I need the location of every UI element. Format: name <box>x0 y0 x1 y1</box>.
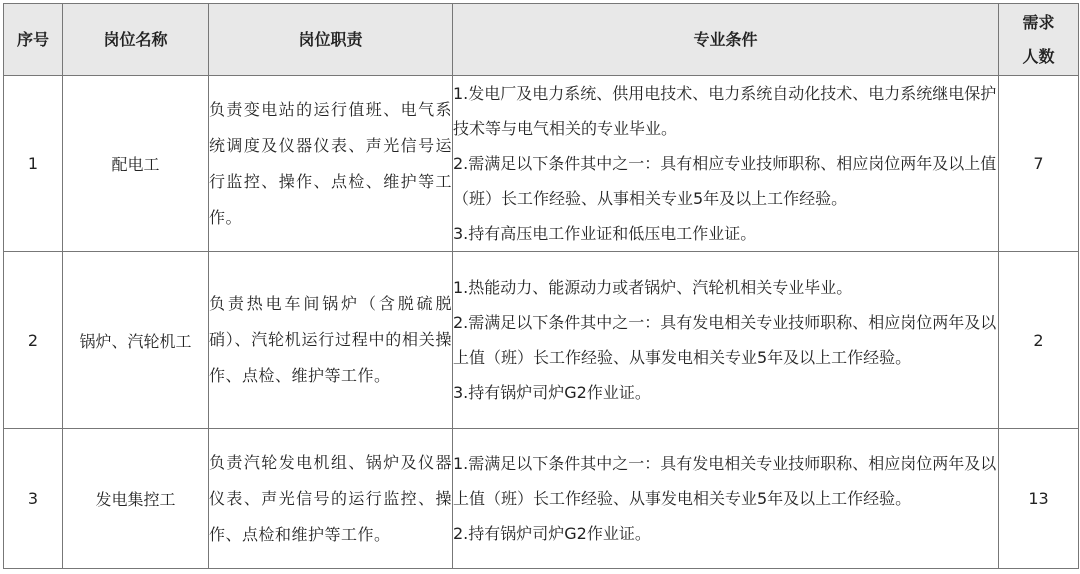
recruitment-table <box>3 3 1079 569</box>
row-position-name: 配电工 <box>63 76 209 252</box>
row-position-duty: 负责热电车间锅炉（含脱硫脱硝）、汽轮机运行过程中的相关操作、点检、维护等工作。 <box>209 252 453 429</box>
row-headcount: 7 <box>999 76 1079 252</box>
row-requirements <box>453 429 999 569</box>
row-headcount: 13 <box>999 429 1079 569</box>
requirement-item: 1.热能动力、能源动力或者锅炉、汽轮机相关专业毕业。 <box>453 278 853 297</box>
header-requirements: 专业条件 <box>453 4 999 76</box>
row-requirements <box>453 76 999 252</box>
row-position-duty: 负责汽轮发电机组、锅炉及仪器仪表、声光信号的运行监控、操作、点检和维护等工作。 <box>209 429 453 569</box>
requirement-item: 2.需满足以下条件其中之一：具有相应专业技师职称、相应岗位两年及以上值（班）长工作经验、从事相关专业5年及以上工作经验。 <box>453 154 997 208</box>
requirement-item: 2.需满足以下条件其中之一：具有发电相关专业技师职称、相应岗位两年及以上值（班）长工作经验、从事发电相关专业5年及以上工作经验。 <box>453 313 997 367</box>
row-position-duty: 负责变电站的运行值班、电气系统调度及仪器仪表、声光信号运行监控、操作、点检、维护等工作。 <box>209 76 453 252</box>
header-position-duty: 岗位职责 <box>209 4 453 76</box>
row-serial-no: 2 <box>4 252 63 429</box>
requirement-item: 2.持有锅炉司炉G2作业证。 <box>453 524 651 543</box>
header-position-name: 岗位名称 <box>63 4 209 76</box>
table-row <box>4 252 1079 429</box>
row-serial-no: 1 <box>4 76 63 252</box>
row-headcount: 2 <box>999 252 1079 429</box>
requirement-item: 1.发电厂及电力系统、供用电技术、电力系统自动化技术、电力系统继电保护技术等与电气相关的专业毕业。 <box>453 84 997 138</box>
row-position-name: 锅炉、汽轮机工 <box>63 252 209 429</box>
requirement-item: 1.需满足以下条件其中之一：具有发电相关专业技师职称、相应岗位两年及以上值（班）长工作经验、从事发电相关专业5年及以上工作经验。 <box>453 454 997 508</box>
table-row <box>4 429 1079 569</box>
table-header-row <box>4 4 1079 76</box>
header-headcount: 需求人数 <box>999 4 1079 76</box>
row-serial-no: 3 <box>4 429 63 569</box>
header-serial-no: 序号 <box>4 4 63 76</box>
row-position-name: 发电集控工 <box>63 429 209 569</box>
requirement-item: 3.持有锅炉司炉G2作业证。 <box>453 383 651 402</box>
table-row <box>4 76 1079 252</box>
row-requirements <box>453 252 999 429</box>
requirement-item: 3.持有高压电工作业证和低压电工作业证。 <box>453 224 757 243</box>
